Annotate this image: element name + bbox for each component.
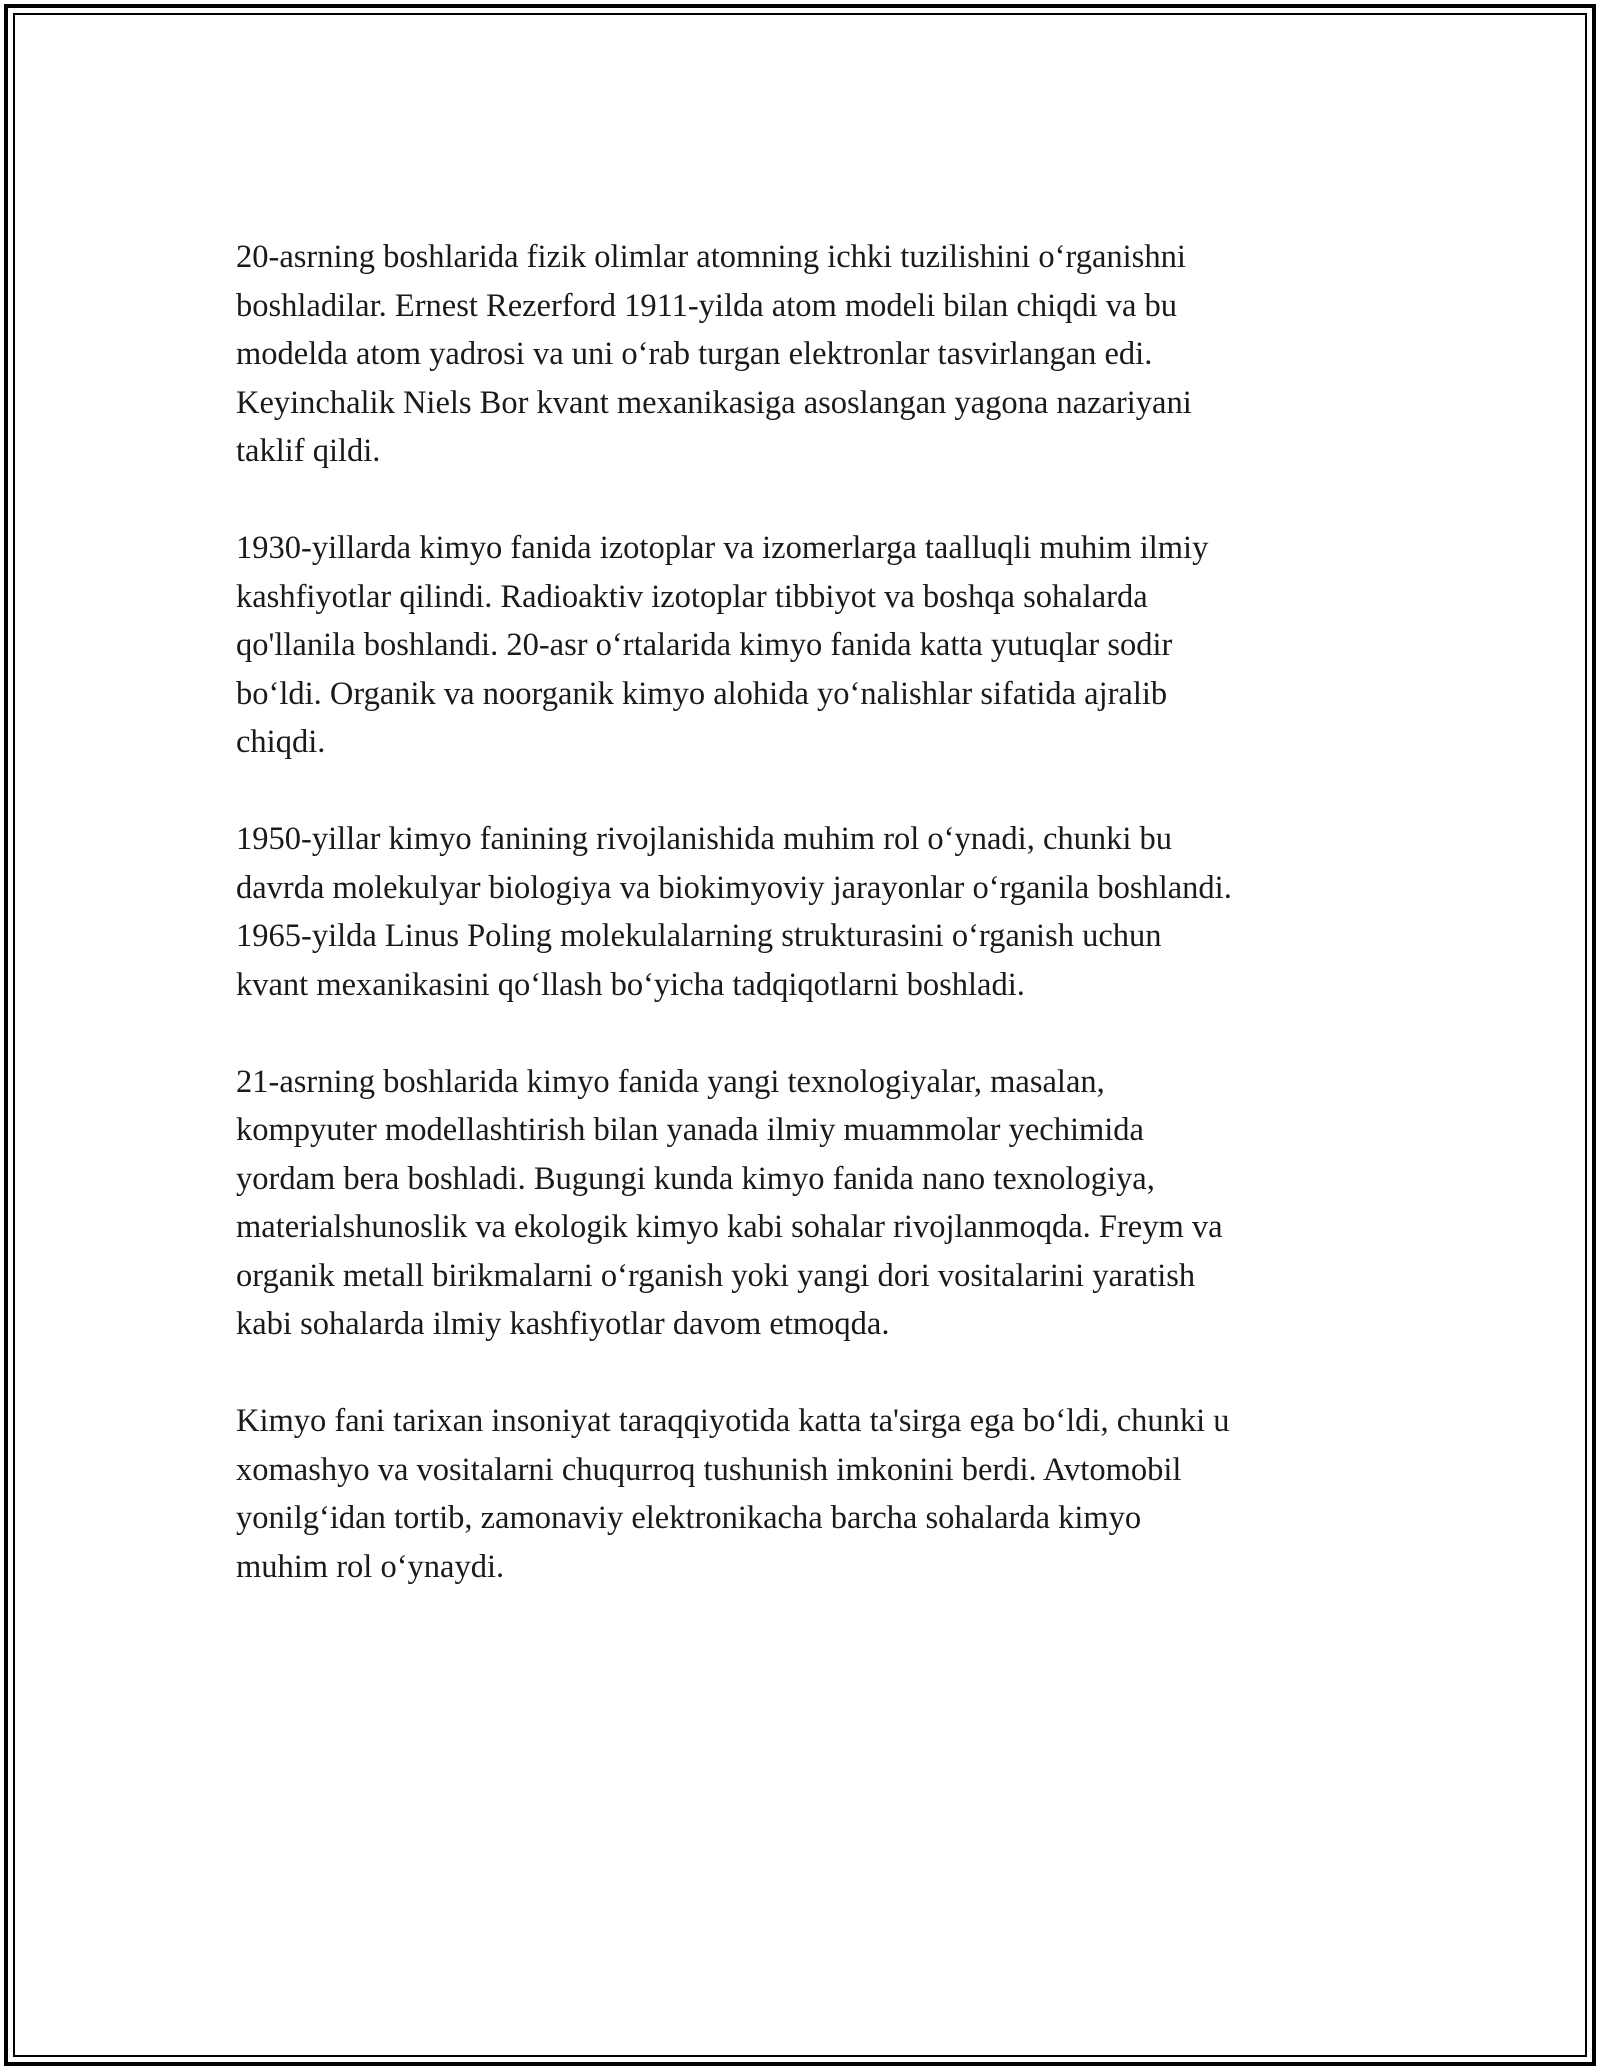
text-line: xomashyo va vositalarni chuqurroq tushunish imkonini berdi. Avtomobil bbox=[236, 1451, 1182, 1488]
paragraph-molecular-biology bbox=[236, 815, 1386, 1009]
text-line: taklif qildi. bbox=[236, 433, 381, 469]
text-line: chiqdi. bbox=[236, 724, 326, 760]
text-line: 1965-yilda Linus Poling molekulalarning strukturasini o‘rganish uchun bbox=[236, 918, 1162, 954]
paragraph-atom-structure bbox=[236, 233, 1386, 476]
paragraph-21st-century bbox=[236, 1058, 1386, 1349]
text-line: Keyinchalik Niels Bor kvant mexanikasiga asoslangan yagona nazariyani bbox=[236, 384, 1192, 421]
text-line: Kimyo fani tarixan insoniyat taraqqiyotida katta ta'sirga ega bo‘ldi, chunki u bbox=[236, 1403, 1230, 1439]
text-line: 20-asrning boshlarida fizik olimlar atomning ichki tuzilishini o‘rganishni bbox=[236, 239, 1186, 275]
paragraph-isotopes bbox=[236, 524, 1386, 767]
text-line: kabi sohalarda ilmiy kashfiyotlar davom etmoqda. bbox=[236, 1306, 890, 1342]
text-line: qo'llanila boshlandi. 20-asr o‘rtalarida kimyo fanida katta yutuqlar sodir bbox=[236, 627, 1173, 663]
text-line: kashfiyotlar qilindi. Radioaktiv izotoplar tibbiyot va boshqa sohalarda bbox=[236, 578, 1148, 615]
text-line: bo‘ldi. Organik va noorganik kimyo alohida yo‘nalishlar sifatida ajralib bbox=[236, 675, 1168, 712]
text-line: muhim rol o‘ynaydi. bbox=[236, 1548, 505, 1585]
text-line: materialshunoslik va ekologik kimyo kabi sohalar rivojlanmoqda. Freym va bbox=[236, 1209, 1223, 1245]
text-line: 1930-yillarda kimyo fanida izotoplar va izomerlarga taalluqli muhim ilmiy bbox=[236, 530, 1209, 566]
text-line: kvant mexanikasini qo‘llash bo‘yicha tadqiqotlarni boshladi. bbox=[236, 966, 1025, 1003]
text-line: yordam bera boshladi. Bugungi kunda kimyo fanida nano texnologiya, bbox=[236, 1160, 1155, 1197]
text-line: modelda atom yadrosi va uni o‘rab turgan elektronlar tasvirlangan edi. bbox=[236, 336, 1153, 372]
text-line: organik metall birikmalarni o‘rganish yoki yangi dori vositalarini yaratish bbox=[236, 1257, 1196, 1294]
text-line: davrda molekulyar biologiya va biokimyoviy jarayonlar o‘rganila boshlandi. bbox=[236, 869, 1232, 906]
document-body bbox=[236, 233, 1386, 1640]
text-line: yonilg‘idan tortib, zamonaviy elektronikacha barcha sohalarda kimyo bbox=[236, 1500, 1142, 1536]
text-line: 21-asrning boshlarida kimyo fanida yangi texnologiyalar, masalan, bbox=[236, 1063, 1105, 1100]
text-line: boshladilar. Ernest Rezerford 1911-yilda atom modeli bilan chiqdi va bu bbox=[236, 287, 1178, 324]
paragraph-conclusion bbox=[236, 1397, 1386, 1591]
text-line: 1950-yillar kimyo fanining rivojlanishida muhim rol o‘ynadi, chunki bu bbox=[236, 821, 1173, 857]
text-line: kompyuter modellashtirish bilan yanada ilmiy muammolar yechimida bbox=[236, 1112, 1144, 1148]
